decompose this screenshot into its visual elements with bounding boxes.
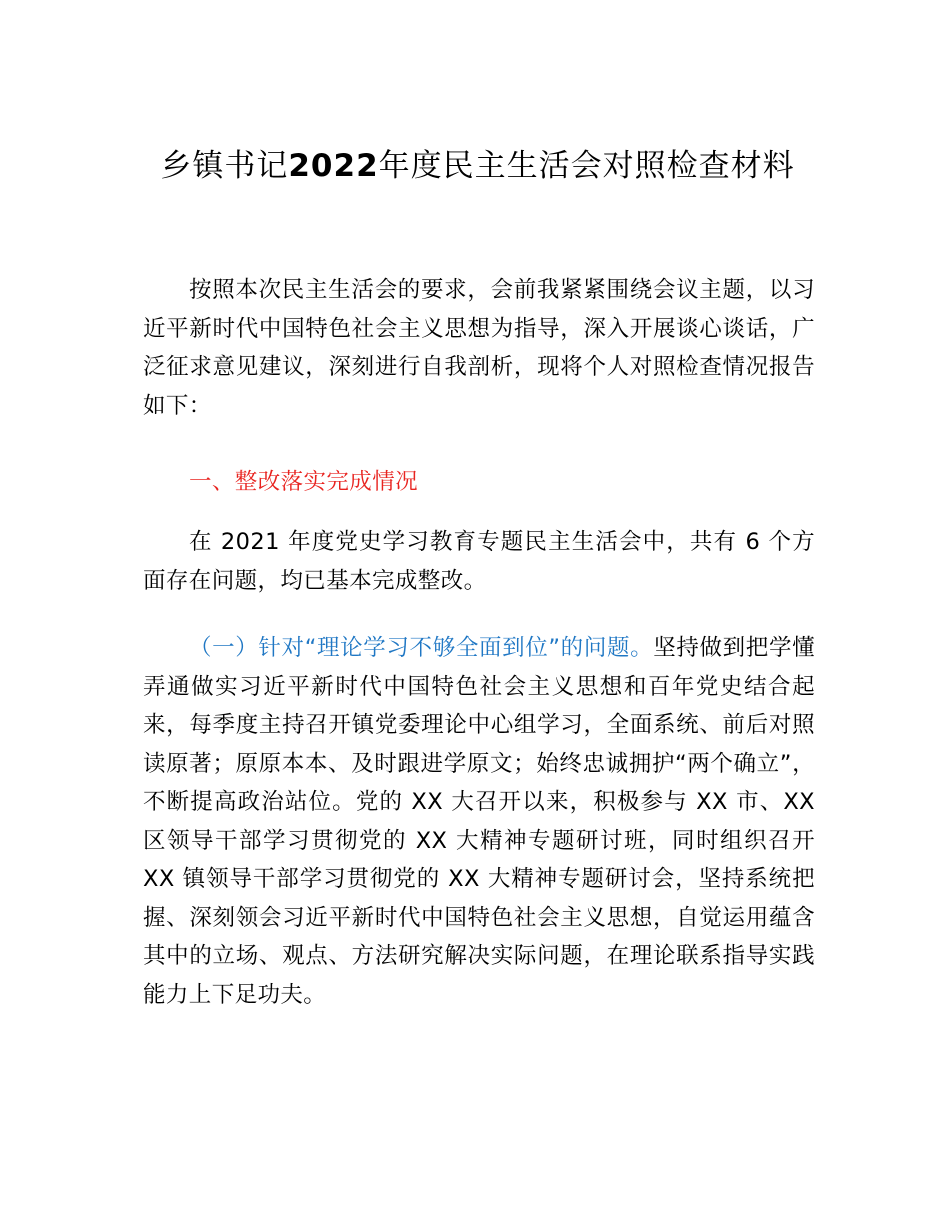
document-title: [140, 140, 815, 192]
section-paragraph-summary: 在 2021 年度党史学习教育专题民主生活会中，共有 6 个方面存在问题，均已基本完成整改。: [143, 529, 815, 594]
item-paragraph-theory-study: [143, 629, 815, 1014]
title-year: 2022: [288, 148, 379, 184]
title-suffix: 年度民主生活会对照检查材料: [378, 148, 795, 184]
item-heading-theory-study: （一）针对“理论学习不够全面到位”的问题。: [189, 635, 654, 661]
intro-paragraph: 按照本次民主生活会的要求，会前我紧紧围绕会议主题，以习近平新时代中国特色社会主义思想为指导，深入开展谈心谈话，广泛征求意见建议，深刻进行自我剖析，现将个人对照检查情况报告如下：: [143, 277, 815, 419]
title-prefix: 乡镇书记: [160, 148, 289, 184]
item-body-theory-study: 坚持做到把学懂弄通做实习近平新时代中国特色社会主义思想和百年党史结合起来，每季度主持召开镇党委理论中心组学习，全面系统、前后对照读原著；原原本本、及时跟进学原文；始终忠诚拥护“两个确立”，不断提高政治站位。党的 XX 大召开以来，积极参与 XX 市、XX 区领导干部学习贯彻党的 XX 大精神专题研讨班，同时组织召开 XX 镇领导干部学习贯彻党的 XX 大精神专题研讨会，坚持系统把握、深刻领会习近平新时代中国特色社会主义思想，自觉运用蕴含其中的立场、观点、方法研究解决实际问题，在理论联系指导实践能力上下足功夫。: [143, 635, 815, 1008]
section-heading-rectification: 一、整改落实完成情况: [189, 469, 419, 495]
